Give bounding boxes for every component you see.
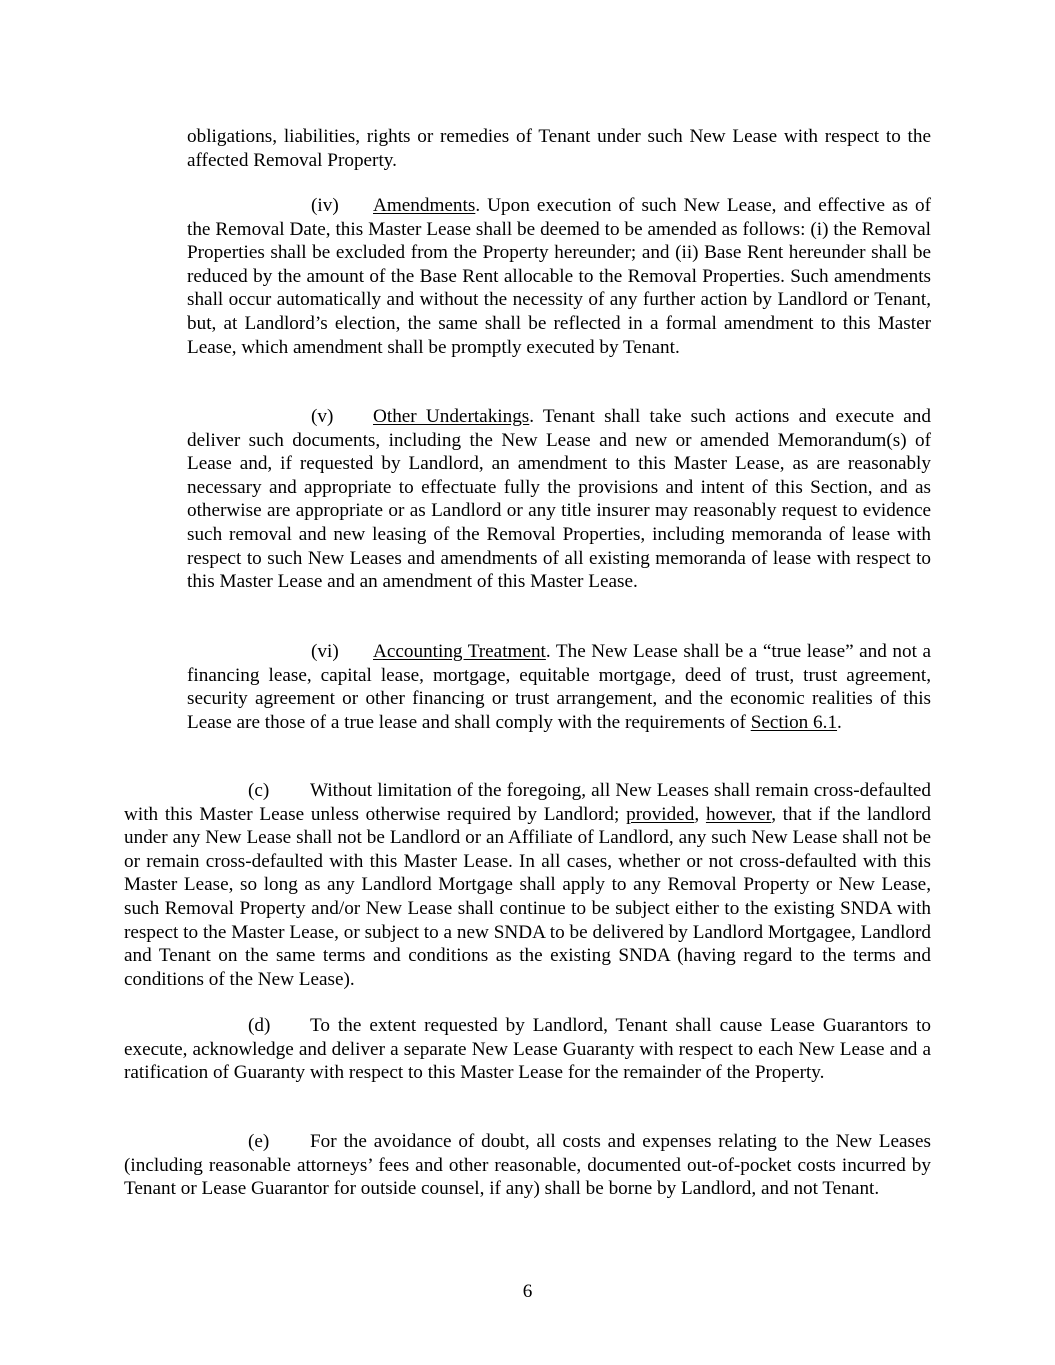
clause-vi-text: . The New Lease shall be a “true lease” and not a financing lease, capital lease, mortgage, equitable mortgage, deed of trust, trust agreement, security agreement or other financing or trust arrangement, and the economic realities of this Lease are those of a true lease and shall comply with the requirements of (187, 641, 931, 733)
clause-c-comma: , (694, 803, 706, 825)
clause-c-number: (c) (248, 780, 270, 801)
clause-c-text-1: Without limitation of the foregoing, all New Leases shall remain cross-defaulted with this Master Lease unless otherwise required by Landlord; (124, 780, 931, 825)
page-number: 6 (522, 1281, 533, 1302)
clause-d-paragraph (124, 1014, 931, 1085)
clause-v-text: . Tenant shall take such actions and execute and deliver such documents, including the New Lease and new or amended Memorandum(s) of Lease and, if requested by Landlord, an amendment to this Master Lease, as are reasonably necessary and appropriate to effectuate fully the provisions and intent of this Section, and as otherwise are appropriate or as Landlord or any title insurer may reasonably request to evidence such removal and new leasing of the Removal Properties, including memoranda of lease with respect to such New Leases and amendments of all existing memoranda of lease with respect to this Master Lease and an amendment of this Master Lease. (187, 406, 931, 593)
clause-c-however: however (705, 803, 772, 825)
clause-vi-heading: Accounting Treatment (373, 641, 546, 662)
section-6-1-reference: Section 6.1 (750, 711, 838, 733)
clause-v-number: (v) (311, 406, 334, 427)
clause-iv-text: . Upon execution of such New Lease, and effective as of the Removal Date, this Master Lease shall be deemed to be amended as follows: (i) the Removal Properties shall be excluded from the Property hereunder; and (ii) Base Rent hereunder shall be reduced by the amount of the Base Rent allocable to the Removal Properties. Such amendments shall occur automatically and without the necessity of any further action by Landlord or Tenant, but, at Landlord’s election, the same shall be reflected in a formal amendment to this Master Lease, which amendment shall be promptly executed by Tenant. (187, 195, 931, 358)
clause-iv-number: (iv) (311, 195, 339, 216)
clause-iv-heading: Amendments (373, 195, 476, 216)
clause-v-heading: Other Undertakings (373, 406, 530, 427)
clause-c-text-2: , that if the landlord under any New Lease shall not be Landlord or an Affiliate of Landlord, any such New Lease shall not be or remain cross-defaulted with this Master Lease. In all cases, whether or not cross-defaulted with this Master Lease, so long as any Landlord Mortgage shall apply to any Removal Property or New Lease, such Removal Property and/or New Lease shall continue to be subject either to the existing SNDA with respect to the Master Lease, or subject to a new SNDA to be delivered by Landlord Mortgagee, Landlord and Tenant on the same terms and conditions as the existing SNDA (having regard to the terms and conditions of the New Lease). (124, 803, 931, 990)
clause-e-paragraph (124, 1130, 931, 1201)
clause-d-text: To the extent requested by Landlord, Tenant shall cause Lease Guarantors to execute, acknowledge and deliver a separate New Lease Guaranty with respect to each New Lease and a ratification of Guaranty with respect to this Master Lease for the remainder of the Property. (124, 1015, 931, 1084)
clause-vi-number: (vi) (311, 641, 339, 662)
clause-vi-paragraph (187, 640, 931, 734)
clause-c-provided: provided (626, 803, 695, 825)
clause-v-paragraph (187, 405, 931, 594)
clause-e-number: (e) (248, 1131, 270, 1152)
clause-c-paragraph (124, 779, 931, 991)
clause-iv-paragraph (187, 194, 931, 359)
clause-e-text: For the avoidance of doubt, all costs and expenses relating to the New Leases (including reasonable attorneys’ fees and other reasonable, documented out-of-pocket costs incurred by Tenant or Lease Guarantor for outside counsel, if any) shall be borne by Landlord, and not Tenant. (124, 1131, 931, 1200)
clause-d-number: (d) (248, 1015, 271, 1036)
clause-vi-end: . (837, 711, 842, 733)
continuation-paragraph (187, 125, 931, 172)
continuation-text: obligations, liabilities, rights or remedies of Tenant under such New Lease with respect to the affected Removal Property. (187, 126, 931, 171)
